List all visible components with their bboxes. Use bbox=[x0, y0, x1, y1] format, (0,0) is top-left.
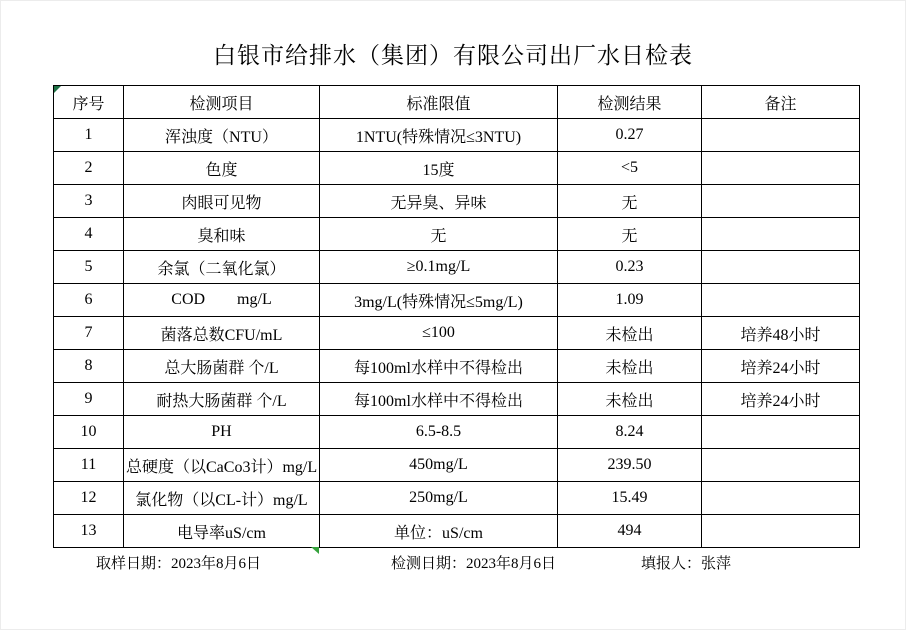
table-cell bbox=[702, 416, 860, 449]
table-cell: 0.27 bbox=[558, 119, 702, 152]
table-cell: 6 bbox=[54, 284, 124, 317]
table-cell: 色度 bbox=[124, 152, 320, 185]
table-row bbox=[54, 449, 860, 482]
table-cell: 250mg/L bbox=[320, 482, 558, 515]
table-row bbox=[54, 317, 860, 350]
table-cell: 9 bbox=[54, 383, 124, 416]
page-title: 白银市给排水（集团）有限公司出厂水日检表 bbox=[213, 43, 693, 68]
sample-date-text: 取样日期：2023年8月6日 bbox=[96, 556, 262, 572]
table-row bbox=[54, 284, 860, 317]
table-cell: 3mg/L(特殊情况≤5mg/L) bbox=[320, 284, 558, 317]
table-cell: 10 bbox=[54, 416, 124, 449]
table-cell bbox=[702, 284, 860, 317]
table-header-row bbox=[54, 86, 860, 119]
table-cell: 浑浊度（NTU） bbox=[124, 119, 320, 152]
table-cell bbox=[702, 218, 860, 251]
table-cell: 3 bbox=[54, 185, 124, 218]
table-cell: 450mg/L bbox=[320, 449, 558, 482]
table-cell: 肉眼可见物 bbox=[124, 185, 320, 218]
table-cell: 1 bbox=[54, 119, 124, 152]
table-cell: 6.5-8.5 bbox=[320, 416, 558, 449]
table-cell: 每100ml水样中不得检出 bbox=[320, 383, 558, 416]
table-row bbox=[54, 383, 860, 416]
table-cell: 239.50 bbox=[558, 449, 702, 482]
table-row bbox=[54, 218, 860, 251]
table-cell: ≤100 bbox=[320, 317, 558, 350]
table-body bbox=[54, 119, 860, 548]
table-cell: 15.49 bbox=[558, 482, 702, 515]
table-cell: COD mg/L bbox=[124, 284, 320, 317]
table-cell: 8 bbox=[54, 350, 124, 383]
table-cell: 每100ml水样中不得检出 bbox=[320, 350, 558, 383]
table-cell: 氯化物（以CL-计）mg/L bbox=[124, 482, 320, 515]
table-cell: 0.23 bbox=[558, 251, 702, 284]
table-cell: 4 bbox=[54, 218, 124, 251]
table-cell: 总大肠菌群 个/L bbox=[124, 350, 320, 383]
table-cell: 菌落总数CFU/mL bbox=[124, 317, 320, 350]
reporter-text: 填报人：张萍 bbox=[641, 556, 732, 572]
table-row bbox=[54, 119, 860, 152]
column-header-5: 备注 bbox=[702, 86, 860, 119]
table-cell bbox=[702, 482, 860, 515]
table-row bbox=[54, 350, 860, 383]
table-cell: 494 bbox=[558, 515, 702, 548]
table-cell: 无异臭、异味 bbox=[320, 185, 558, 218]
column-header-4: 检测结果 bbox=[558, 86, 702, 119]
table-cell: 总硬度（以CaCo3计）mg/L bbox=[124, 449, 320, 482]
table-cell: 培养48小时 bbox=[702, 317, 860, 350]
table-cell: 5 bbox=[54, 251, 124, 284]
table-cell: 电导率uS/cm bbox=[124, 515, 320, 548]
table-row bbox=[54, 482, 860, 515]
table-row bbox=[54, 185, 860, 218]
table-cell: <5 bbox=[558, 152, 702, 185]
table-cell bbox=[702, 515, 860, 548]
table-cell: 耐热大肠菌群 个/L bbox=[124, 383, 320, 416]
table-cell: 余氯（二氧化氯） bbox=[124, 251, 320, 284]
table-cell bbox=[702, 251, 860, 284]
table-cell: 15度 bbox=[320, 152, 558, 185]
table-cell: 无 bbox=[558, 185, 702, 218]
table-cell bbox=[702, 119, 860, 152]
column-header-3: 标准限值 bbox=[320, 86, 558, 119]
footer bbox=[1, 552, 905, 574]
table-row bbox=[54, 152, 860, 185]
table-cell: 8.24 bbox=[558, 416, 702, 449]
table-cell: 2 bbox=[54, 152, 124, 185]
column-header-1: 序号 bbox=[54, 86, 124, 119]
table-cell: 培养24小时 bbox=[702, 350, 860, 383]
test-date-text: 检测日期：2023年8月6日 bbox=[391, 556, 557, 572]
table-cell: 未检出 bbox=[558, 350, 702, 383]
table-cell: 12 bbox=[54, 482, 124, 515]
water-quality-table bbox=[53, 85, 860, 548]
table-cell: ≥0.1mg/L bbox=[320, 251, 558, 284]
table-row bbox=[54, 251, 860, 284]
table-cell bbox=[702, 185, 860, 218]
table-row bbox=[54, 416, 860, 449]
table-cell: 臭和味 bbox=[124, 218, 320, 251]
table-cell: 1NTU(特殊情况≤3NTU) bbox=[320, 119, 558, 152]
table-cell: 1.09 bbox=[558, 284, 702, 317]
table-cell bbox=[702, 152, 860, 185]
table-cell bbox=[702, 449, 860, 482]
table-cell: 13 bbox=[54, 515, 124, 548]
column-header-2: 检测项目 bbox=[124, 86, 320, 119]
table-cell: 无 bbox=[320, 218, 558, 251]
table-cell: 11 bbox=[54, 449, 124, 482]
table-cell: PH bbox=[124, 416, 320, 449]
table-cell: 未检出 bbox=[558, 317, 702, 350]
table-cell: 7 bbox=[54, 317, 124, 350]
table-cell: 单位：uS/cm bbox=[320, 515, 558, 548]
table-row bbox=[54, 515, 860, 548]
table-cell: 无 bbox=[558, 218, 702, 251]
excel-corner-triangle-icon bbox=[54, 86, 61, 93]
table-cell: 培养24小时 bbox=[702, 383, 860, 416]
table-cell: 未检出 bbox=[558, 383, 702, 416]
